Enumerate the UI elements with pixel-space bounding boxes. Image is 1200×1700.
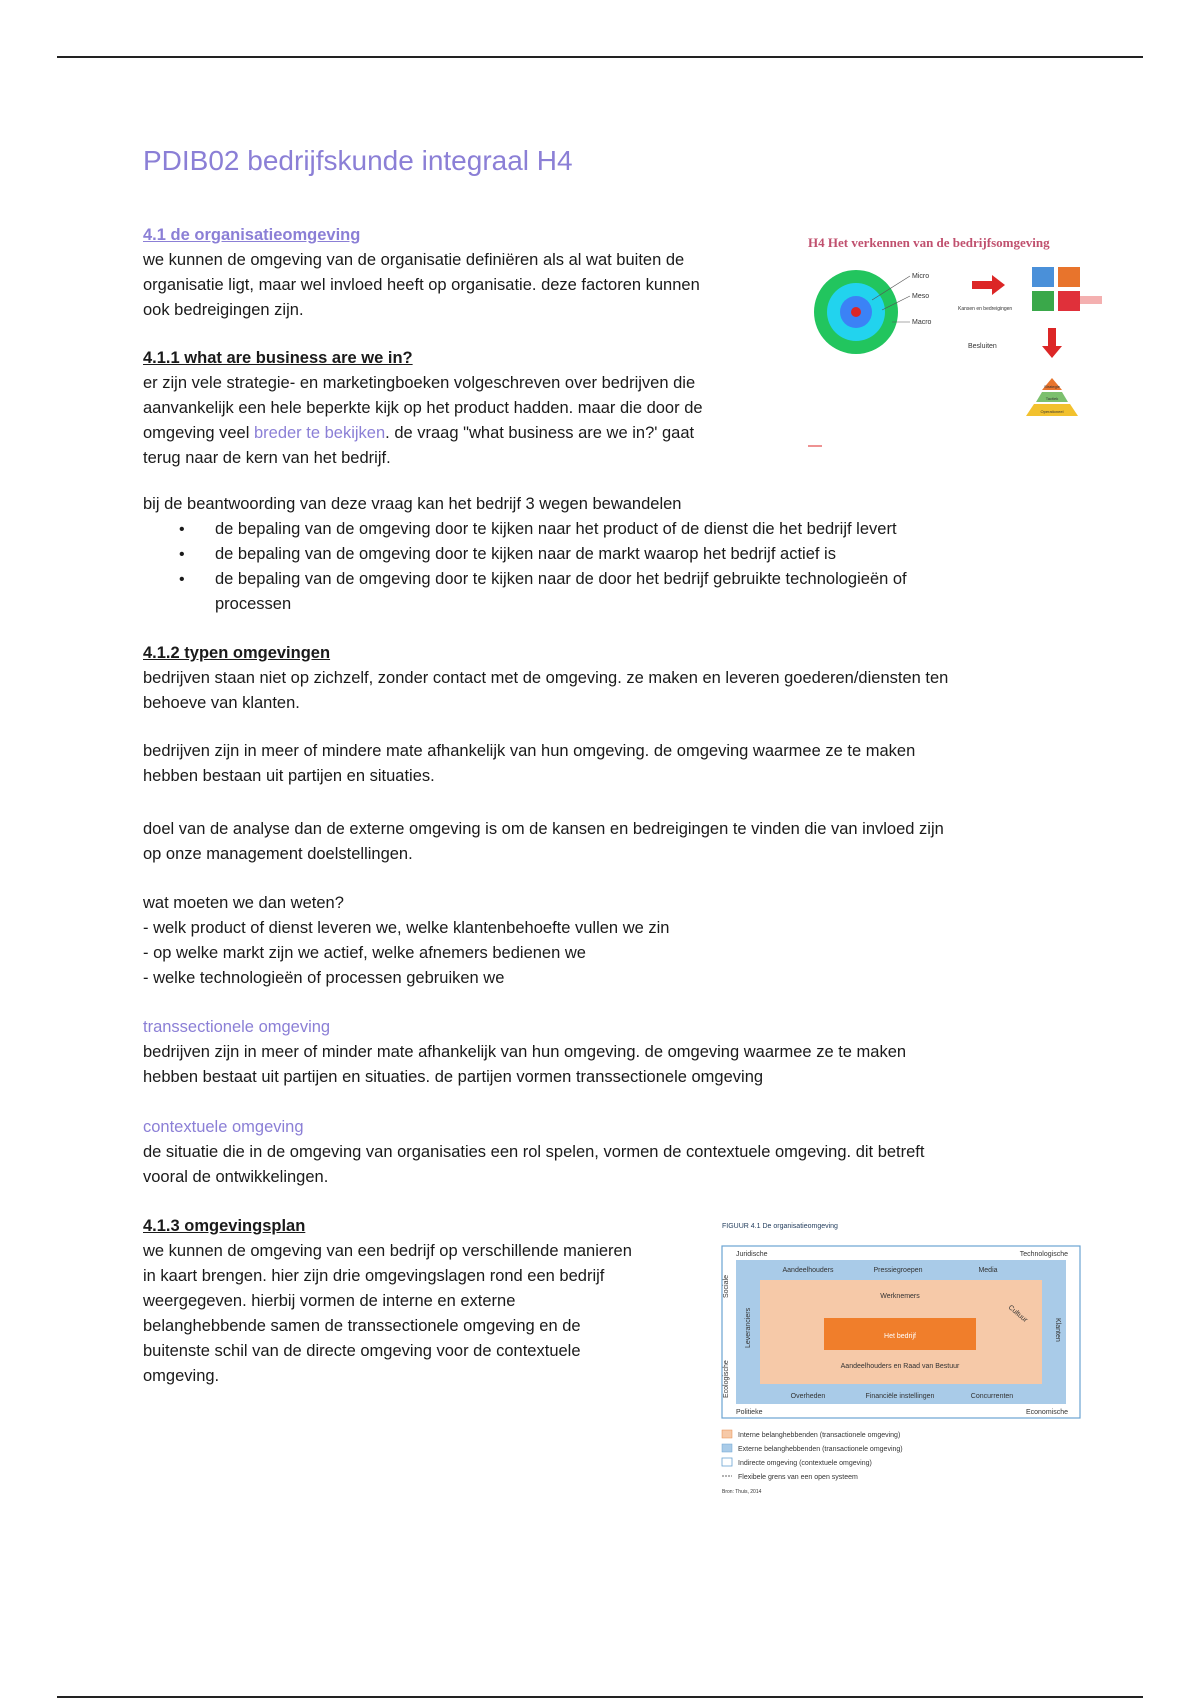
- stakeholder-label: Leveranciers: [745, 1307, 752, 1348]
- environment-exploration-figure: [800, 230, 1120, 455]
- figure1-title: H4 Het verkennen van de bedrijfsomgeving: [808, 235, 1050, 250]
- section-4-1-2: [143, 641, 1123, 716]
- ring-label: Macro: [912, 319, 932, 326]
- text-line: - op welke markt zijn we actief, welke afnemers bedienen we: [143, 944, 586, 962]
- corner-label: Economische: [1025, 1409, 1068, 1416]
- text-line: de situatie die in de omgeving van organisaties een rol spelen, vormen de contextuele omgeving. dit betreft: [143, 1143, 925, 1161]
- stakeholder-label: Financiële instellingen: [865, 1393, 935, 1400]
- contextual-block: [143, 1115, 1123, 1190]
- culture-label: Cultuur: [1006, 1304, 1029, 1325]
- section-4-1-3-heading: 4.1.3 omgevingsplan: [143, 1217, 306, 1235]
- ring-label: Meso: [912, 293, 930, 300]
- decide-label: Besluiten: [968, 343, 997, 350]
- section-4-1-1: [143, 346, 803, 471]
- list-item: • de bepaling van de omgeving door te kijken naar de markt waarop het bedrijf actief is: [215, 542, 1103, 567]
- top-rule: [57, 56, 1143, 58]
- stakeholder-label: Klanten: [1054, 1318, 1061, 1342]
- list-item: • de bepaling van de omgeving door te kijken naar de door het bedrijf gebruikte technologieën of: [215, 567, 1103, 592]
- corner-label: Politieke: [736, 1409, 763, 1416]
- ways-list: [143, 517, 1103, 592]
- corner-label: Technologische: [1019, 1251, 1068, 1258]
- text-line: buitenste schil van de directe omgeving voor de contextuele: [143, 1342, 581, 1360]
- text-line: weergegeven. hierbij vormen de interne en externe: [143, 1292, 516, 1310]
- side-label: Ecologische: [723, 1360, 730, 1398]
- organisation-environment-figure: [718, 1218, 1083, 1498]
- stakeholder-label: Aandeelhouders: [782, 1267, 834, 1274]
- text-line: - welke technologieën of processen gebruiken we: [143, 969, 505, 987]
- text-line: ook bedreigingen zijn.: [143, 301, 304, 319]
- list-item: • de bepaling van de omgeving door te kijken naar het product of de dienst die het bedrijf levert: [215, 517, 1103, 542]
- corner-label: Juridische: [736, 1251, 768, 1258]
- section-4-1-heading[interactable]: 4.1 de organisatieomgeving: [143, 226, 361, 244]
- legend-item: Flexibele grens van een open systeem: [738, 1474, 858, 1481]
- bottom-rule: [57, 1696, 1143, 1698]
- center-label: Het bedrijf: [884, 1333, 916, 1340]
- text-line: terug naar de kern van het bedrijf.: [143, 449, 391, 467]
- paragraph: [143, 891, 1123, 991]
- section-4-1-1-heading: 4.1.1 what are business are we in?: [143, 349, 413, 367]
- figure2-caption: FIGUUR 4.1 De organisatieomgeving: [722, 1223, 838, 1230]
- text-line: in kaart brengen. hier zijn drie omgevingslagen rond een bedrijf: [143, 1267, 605, 1285]
- paragraph: [143, 739, 1123, 789]
- text-line: organisatie ligt, maar wel invloed heeft op organisatie. deze factoren kunnen: [143, 276, 700, 294]
- text-line: we kunnen de omgeving van de organisatie definiëren als al wat buiten de: [143, 251, 685, 269]
- ring-label: Micro: [912, 273, 930, 280]
- business-ways: [143, 492, 1103, 617]
- figure2-legend: [722, 1430, 903, 1495]
- text-line: - welk product of dienst leveren we, welke klantenbehoefte vullen we zin: [143, 919, 670, 937]
- stakeholder-label: Media: [978, 1267, 998, 1274]
- paragraph: [143, 817, 1123, 867]
- side-label: Sociale: [723, 1275, 730, 1298]
- text-line: [143, 421, 803, 446]
- arrow-down-icon: [1042, 328, 1062, 358]
- legend-item: Externe belanghebbenden (transactionele omgeving): [738, 1446, 903, 1453]
- contextual-heading: contextuele omgeving: [143, 1118, 304, 1136]
- text-line: op onze management doelstellingen.: [143, 845, 413, 863]
- text-line: vooral de ontwikkelingen.: [143, 1168, 329, 1186]
- decision-pyramid: [1026, 378, 1078, 416]
- transsectional-block: [143, 1015, 1123, 1090]
- page-title: PDIB02 bedrijfskunde integraal H4: [143, 145, 573, 176]
- section-4-1-2-heading: 4.1.2 typen omgevingen: [143, 644, 331, 662]
- section-4-1-3: [143, 1214, 713, 1389]
- text-line: behoeve van klanten.: [143, 694, 300, 712]
- text-line: bedrijven staan niet op zichzelf, zonder contact met de omgeving. ze maken en leveren goederen/diensten ten: [143, 669, 949, 687]
- internal-label: Aandeelhouders en Raad van Bestuur: [840, 1363, 960, 1370]
- stakeholder-label: Overheden: [790, 1393, 826, 1400]
- text-line: hebben bestaat uit partijen en situaties. de partijen vormen transsectionele omgeving: [143, 1068, 764, 1086]
- opportunities-note: Kansen en bedreigingen: [958, 306, 1013, 312]
- text-fragment: omgeving veel: [143, 424, 254, 442]
- text-line: aanvankelijk een hele beperkte kijk op het product hadden. maar die door de: [143, 399, 703, 417]
- pyramid-label: Strategie: [1043, 384, 1061, 389]
- text-line: bedrijven zijn in meer of mindere mate afhankelijk van hun omgeving. de omgeving waarmee ze te maken: [143, 742, 916, 760]
- section-4-1: [143, 223, 793, 323]
- swot-matrix: [1032, 267, 1102, 311]
- pyramid-label: Operationeel: [1040, 409, 1064, 414]
- pyramid-label: Tactiek: [1045, 396, 1059, 401]
- internal-label: Werknemers: [880, 1293, 920, 1300]
- figure2-source: Bron: Thuis, 2014: [722, 1489, 762, 1495]
- legend-item: Indirecte omgeving (contextuele omgeving): [738, 1460, 872, 1467]
- text-line: doel van de analyse dan de externe omgeving is om de kansen en bedreigingen te vinden die van invloed zijn: [143, 820, 944, 838]
- text-line: wat moeten we dan weten?: [143, 894, 344, 912]
- transsectional-heading: transsectionele omgeving: [143, 1018, 331, 1036]
- legend-item: Interne belanghebbenden (transactionele omgeving): [738, 1432, 901, 1439]
- inline-link[interactable]: breder te bekijken: [253, 424, 386, 442]
- text-line: we kunnen de omgeving van een bedrijf op verschillende manieren: [143, 1242, 632, 1260]
- core-dot: [851, 307, 861, 317]
- list-item-continuation: processen: [215, 595, 292, 613]
- text-line: hebben bestaan uit partijen en situaties.: [143, 767, 435, 785]
- text-line: omgeving.: [143, 1367, 220, 1385]
- stakeholder-label: Concurrenten: [970, 1393, 1014, 1400]
- stakeholder-label: Pressiegroepen: [873, 1267, 923, 1274]
- text-line: bedrijven zijn in meer of minder mate afhankelijk van hun omgeving. de omgeving waarmee ze te maken: [143, 1043, 907, 1061]
- text-line: er zijn vele strategie- en marketingboeken volgeschreven over bedrijven die: [143, 374, 696, 392]
- text-line: belanghebbende samen de transsectionele omgeving en de: [143, 1317, 581, 1335]
- arrow-right-icon: [972, 275, 1005, 295]
- ways-intro: bij de beantwoording van deze vraag kan het bedrijf 3 wegen bewandelen: [143, 495, 682, 513]
- text-fragment: . de vraag "what business are we in?' gaat: [385, 424, 695, 442]
